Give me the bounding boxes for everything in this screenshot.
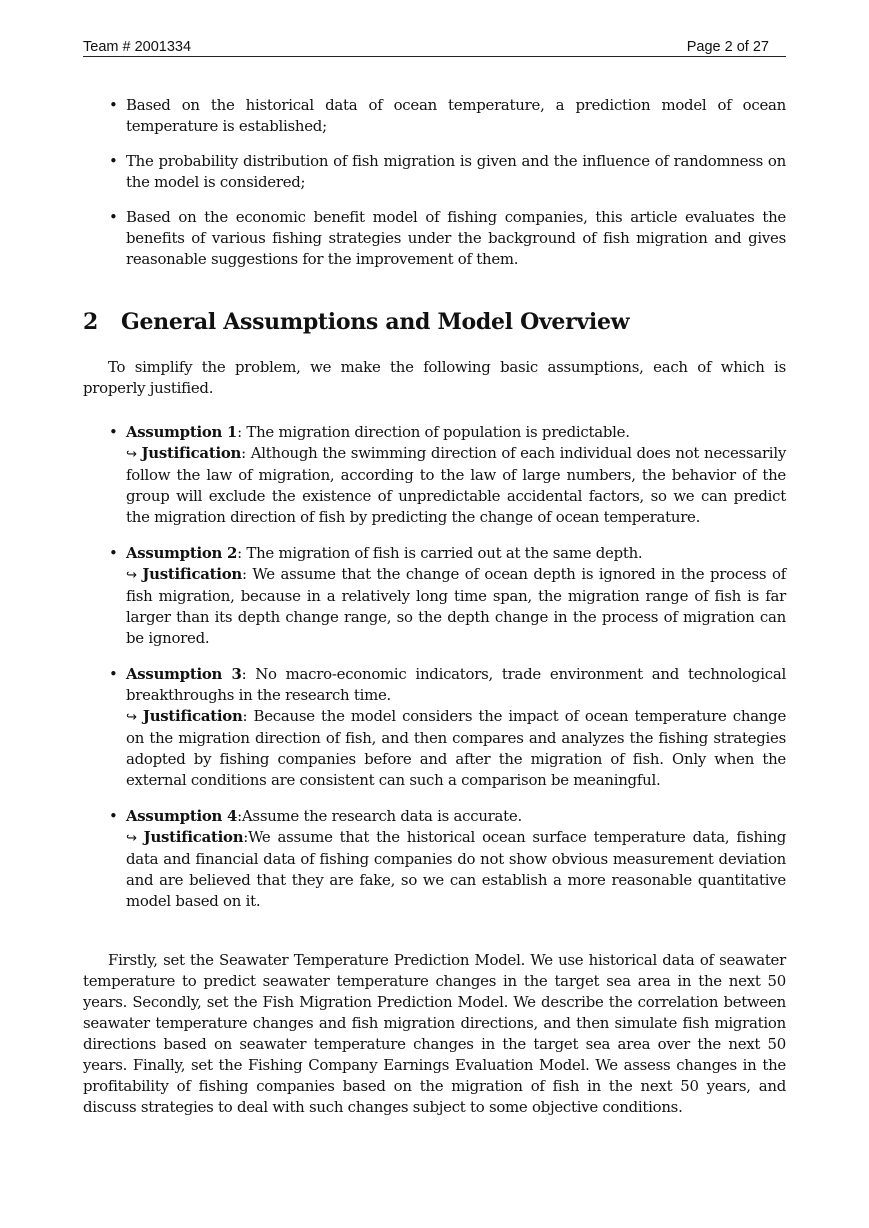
section-heading bbox=[83, 307, 786, 337]
bullet-icon: • bbox=[109, 807, 118, 825]
running-header bbox=[83, 38, 786, 57]
list-item-text: Based on the historical data of ocean temperature, a prediction model of ocean temperature is established; bbox=[126, 96, 786, 135]
justification-label: Justification bbox=[143, 828, 244, 846]
bullet-icon: • bbox=[109, 152, 118, 170]
hook-arrow-icon: ↪ bbox=[126, 710, 137, 725]
justification-label: Justification bbox=[142, 565, 242, 583]
bullet-icon: • bbox=[109, 544, 118, 562]
assumption-statement: : The migration of fish is carried out at the same depth. bbox=[237, 544, 643, 562]
assumption-item bbox=[83, 806, 786, 912]
assumption-item bbox=[83, 664, 786, 791]
section-title: General Assumptions and Model Overview bbox=[121, 309, 630, 335]
justification-text: : We assume that the change of ocean depth is ignored in the process of fish migration, because in a relatively long time span, the migration range of fish is far larger than its depth change range, so the depth change in the process of migration can be ignored. bbox=[126, 565, 786, 647]
hook-arrow-icon: ↪ bbox=[126, 568, 137, 583]
assumptions-list bbox=[83, 422, 786, 927]
bullet-icon: • bbox=[109, 208, 118, 226]
list-item bbox=[83, 207, 786, 270]
assumption-label: Assumption 3 bbox=[126, 665, 242, 683]
hook-arrow-icon: ↪ bbox=[126, 447, 137, 462]
assumption-statement: :Assume the research data is accurate. bbox=[237, 807, 522, 825]
list-item-text: Based on the economic benefit model of fishing companies, this article evaluates the benefits of various fishing strategies under the background of fish migration and gives reasonable suggestions for the improvement of them. bbox=[126, 208, 786, 268]
justification-text: : Because the model considers the impact of ocean temperature change on the migration direction of fish, and then compares and analyzes the fishing strategies adopted by fishing companies before and after the migration of fish. Only when the external conditions are consistent can such a comparison be meaningful. bbox=[126, 707, 787, 789]
justification-label: Justification bbox=[142, 707, 243, 725]
assumption-statement: : The migration direction of population is predictable. bbox=[237, 423, 630, 441]
contribution-list bbox=[83, 95, 786, 284]
section-number: 2 bbox=[83, 309, 99, 335]
justification-text: : Although the swimming direction of each individual does not necessarily follow the law of migration, according to the law of large numbers, the behavior of the group will exclude the existence of unpredictable accidental factors, so we can predict the migration direction of fish by predicting the change of ocean temperature. bbox=[126, 444, 786, 526]
assumptions-intro-paragraph: To simplify the problem, we make the following basic assumptions, each of which is properly justified. bbox=[83, 358, 786, 397]
bullet-icon: • bbox=[109, 96, 118, 114]
assumption-item bbox=[83, 422, 786, 528]
assumption-item bbox=[83, 543, 786, 649]
assumption-label: Assumption 2 bbox=[126, 544, 238, 562]
bullet-icon: • bbox=[109, 423, 118, 441]
hook-arrow-icon: ↪ bbox=[126, 831, 137, 846]
list-item bbox=[83, 95, 786, 137]
justification-text: :We assume that the historical ocean surface temperature data, fishing data and financial data of fishing companies do not show obvious measurement deviation and are believed that they are fake, so we can establish a more reasonable quantitative model based on it. bbox=[126, 828, 786, 910]
assumption-label: Assumption 1 bbox=[126, 423, 238, 441]
assumption-label: Assumption 4 bbox=[126, 807, 238, 825]
team-number: Team # 2001334 bbox=[83, 39, 192, 55]
list-item-text: The probability distribution of fish migration is given and the influence of randomness on the model is considered; bbox=[126, 152, 786, 191]
bullet-icon: • bbox=[109, 665, 118, 683]
justification-label: Justification bbox=[141, 444, 242, 462]
model-overview-paragraph: Firstly, set the Seawater Temperature Prediction Model. We use historical data of seawater temperature to predict seawater temperature changes in the target sea area in the next 50 years. Secondly, set the Fish Migration Prediction Model. We describe the correlation between seawater temperature changes and fish migration directions, and then simulate fish migration directions based on seawater temperature changes in the target sea area over the next 50 years. Finally, set the Fishing Company Earnings Evaluation Model. We assess changes in the profitability of fishing companies based on the migration of fish in the next 50 years, and discuss strategies to deal with such changes subject to some objective conditions. bbox=[83, 951, 786, 1116]
list-item bbox=[83, 151, 786, 193]
assumption-statement: : No macro-economic indicators, trade environment and technological breakthroughs in the research time. bbox=[126, 665, 786, 704]
page-number: Page 2 of 27 bbox=[686, 39, 769, 55]
